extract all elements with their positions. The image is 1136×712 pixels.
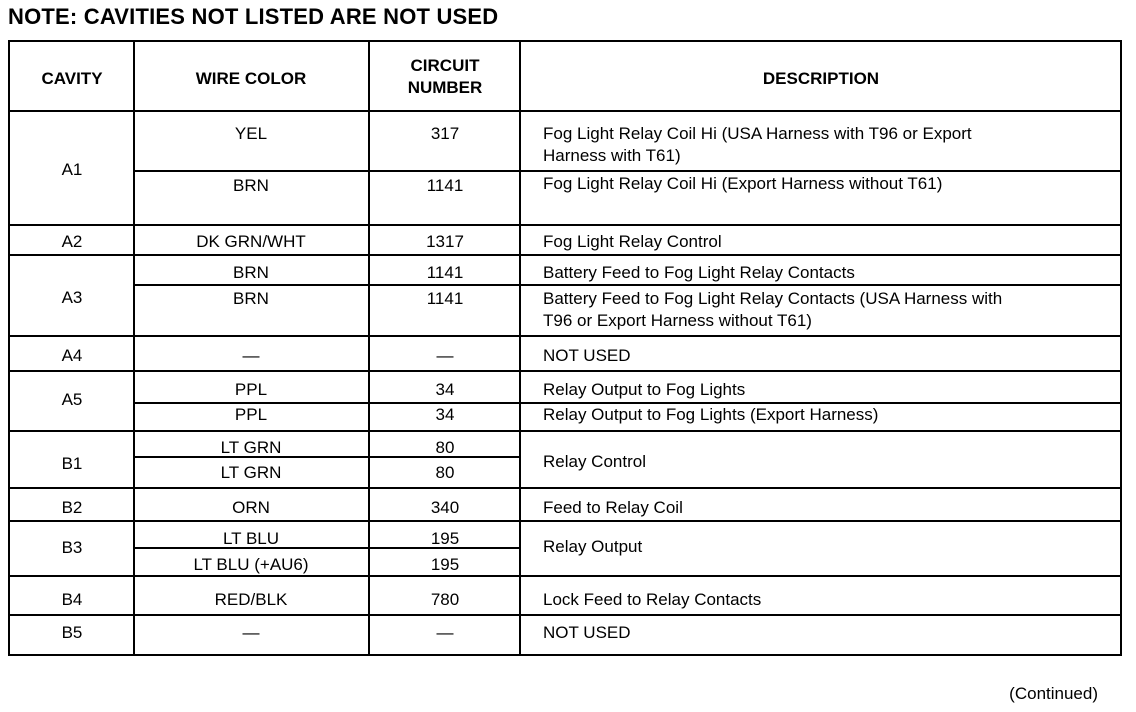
row-divider (134, 547, 520, 549)
wire-b1-2: LT GRN (220, 463, 282, 482)
cavity-a3: A3 (61, 288, 83, 307)
desc-a5-2: Relay Output to Fog Lights (Export Harness) (543, 405, 879, 424)
cavity-b3: B3 (61, 538, 83, 557)
desc-a1-1: Fog Light Relay Coil Hi (USA Harness with T96 or Export Harness with T61) (543, 124, 972, 165)
desc-a5-1: Relay Output to Fog Lights (543, 380, 746, 399)
desc-b5: NOT USED (543, 623, 631, 642)
wire-a3-2: BRN (233, 289, 269, 308)
circuit-a4: — (436, 346, 454, 365)
row-divider (10, 520, 1120, 522)
row-divider (10, 430, 1120, 432)
connector-table (8, 40, 1122, 656)
row-divider (10, 224, 1120, 226)
cavity-a2: A2 (61, 232, 83, 251)
circuit-a1-1: 317 (430, 124, 460, 143)
wire-a5-2: PPL (234, 405, 268, 424)
circuit-a5-2: 34 (435, 405, 455, 424)
header-circuit-line2: NUMBER (407, 78, 483, 97)
desc-a2: Fog Light Relay Control (543, 232, 722, 251)
header-wire-color: WIRE COLOR (195, 69, 307, 88)
row-divider (10, 254, 1120, 256)
circuit-b2: 340 (430, 498, 460, 517)
circuit-b1-1: 80 (435, 438, 455, 457)
wire-a5-1: PPL (234, 380, 268, 399)
header-circuit-line1: CIRCUIT (410, 56, 480, 75)
circuit-b5: — (436, 623, 454, 642)
page-title: NOTE: CAVITIES NOT LISTED ARE NOT USED (8, 4, 499, 29)
wire-b3-2: LT BLU (+AU6) (193, 555, 309, 574)
circuit-b3-1: 195 (430, 529, 460, 548)
circuit-b4: 780 (430, 590, 460, 609)
row-divider (10, 614, 1120, 616)
cavity-b2: B2 (61, 498, 83, 517)
circuit-b1-2: 80 (435, 463, 455, 482)
circuit-a3-1: 1141 (426, 263, 464, 282)
desc-a4: NOT USED (543, 346, 631, 365)
continued-label: (Continued) (1009, 684, 1098, 703)
wire-b5: — (242, 623, 260, 642)
wire-a2: DK GRN/WHT (196, 232, 306, 251)
wire-b3-1: LT BLU (222, 529, 280, 548)
cavity-b5: B5 (61, 623, 83, 642)
wire-b2: ORN (232, 498, 270, 517)
cavity-b4: B4 (61, 590, 83, 609)
row-divider (10, 575, 1120, 577)
cavity-a1: A1 (61, 160, 83, 179)
row-divider (134, 284, 1120, 286)
desc-b3: Relay Output (543, 537, 643, 556)
circuit-a3-2: 1141 (426, 289, 464, 308)
row-divider (10, 335, 1120, 337)
cavity-a5: A5 (61, 390, 83, 409)
wire-b4: RED/BLK (214, 590, 288, 609)
row-divider (10, 370, 1120, 372)
desc-a3-2: Battery Feed to Fog Light Relay Contacts (USA Harness with T96 or Export Harness without T61) (543, 289, 1003, 330)
wire-a3-1: BRN (233, 263, 269, 282)
circuit-b3-2: 195 (430, 555, 460, 574)
desc-a1-2: Fog Light Relay Coil Hi (Export Harness without T61) (543, 174, 943, 193)
header-description: DESCRIPTION (762, 69, 880, 88)
cavity-a4: A4 (61, 346, 83, 365)
cavity-b1: B1 (61, 454, 83, 473)
header-cavity: CAVITY (41, 69, 103, 88)
wire-b1-1: LT GRN (220, 438, 282, 457)
desc-b4: Lock Feed to Relay Contacts (543, 590, 762, 609)
circuit-a5-1: 34 (435, 380, 455, 399)
wire-a4: — (242, 346, 260, 365)
desc-b2: Feed to Relay Coil (543, 498, 683, 517)
desc-b1: Relay Control (543, 452, 646, 471)
row-divider (10, 487, 1120, 489)
row-divider (134, 456, 520, 458)
row-divider (134, 170, 1120, 172)
wire-a1-1: YEL (234, 124, 268, 143)
circuit-a2: 1317 (426, 232, 464, 251)
wire-a1-2: BRN (233, 176, 269, 195)
desc-a3-1: Battery Feed to Fog Light Relay Contacts (543, 263, 855, 282)
row-divider (10, 110, 1120, 112)
circuit-a1-2: 1141 (426, 176, 464, 195)
